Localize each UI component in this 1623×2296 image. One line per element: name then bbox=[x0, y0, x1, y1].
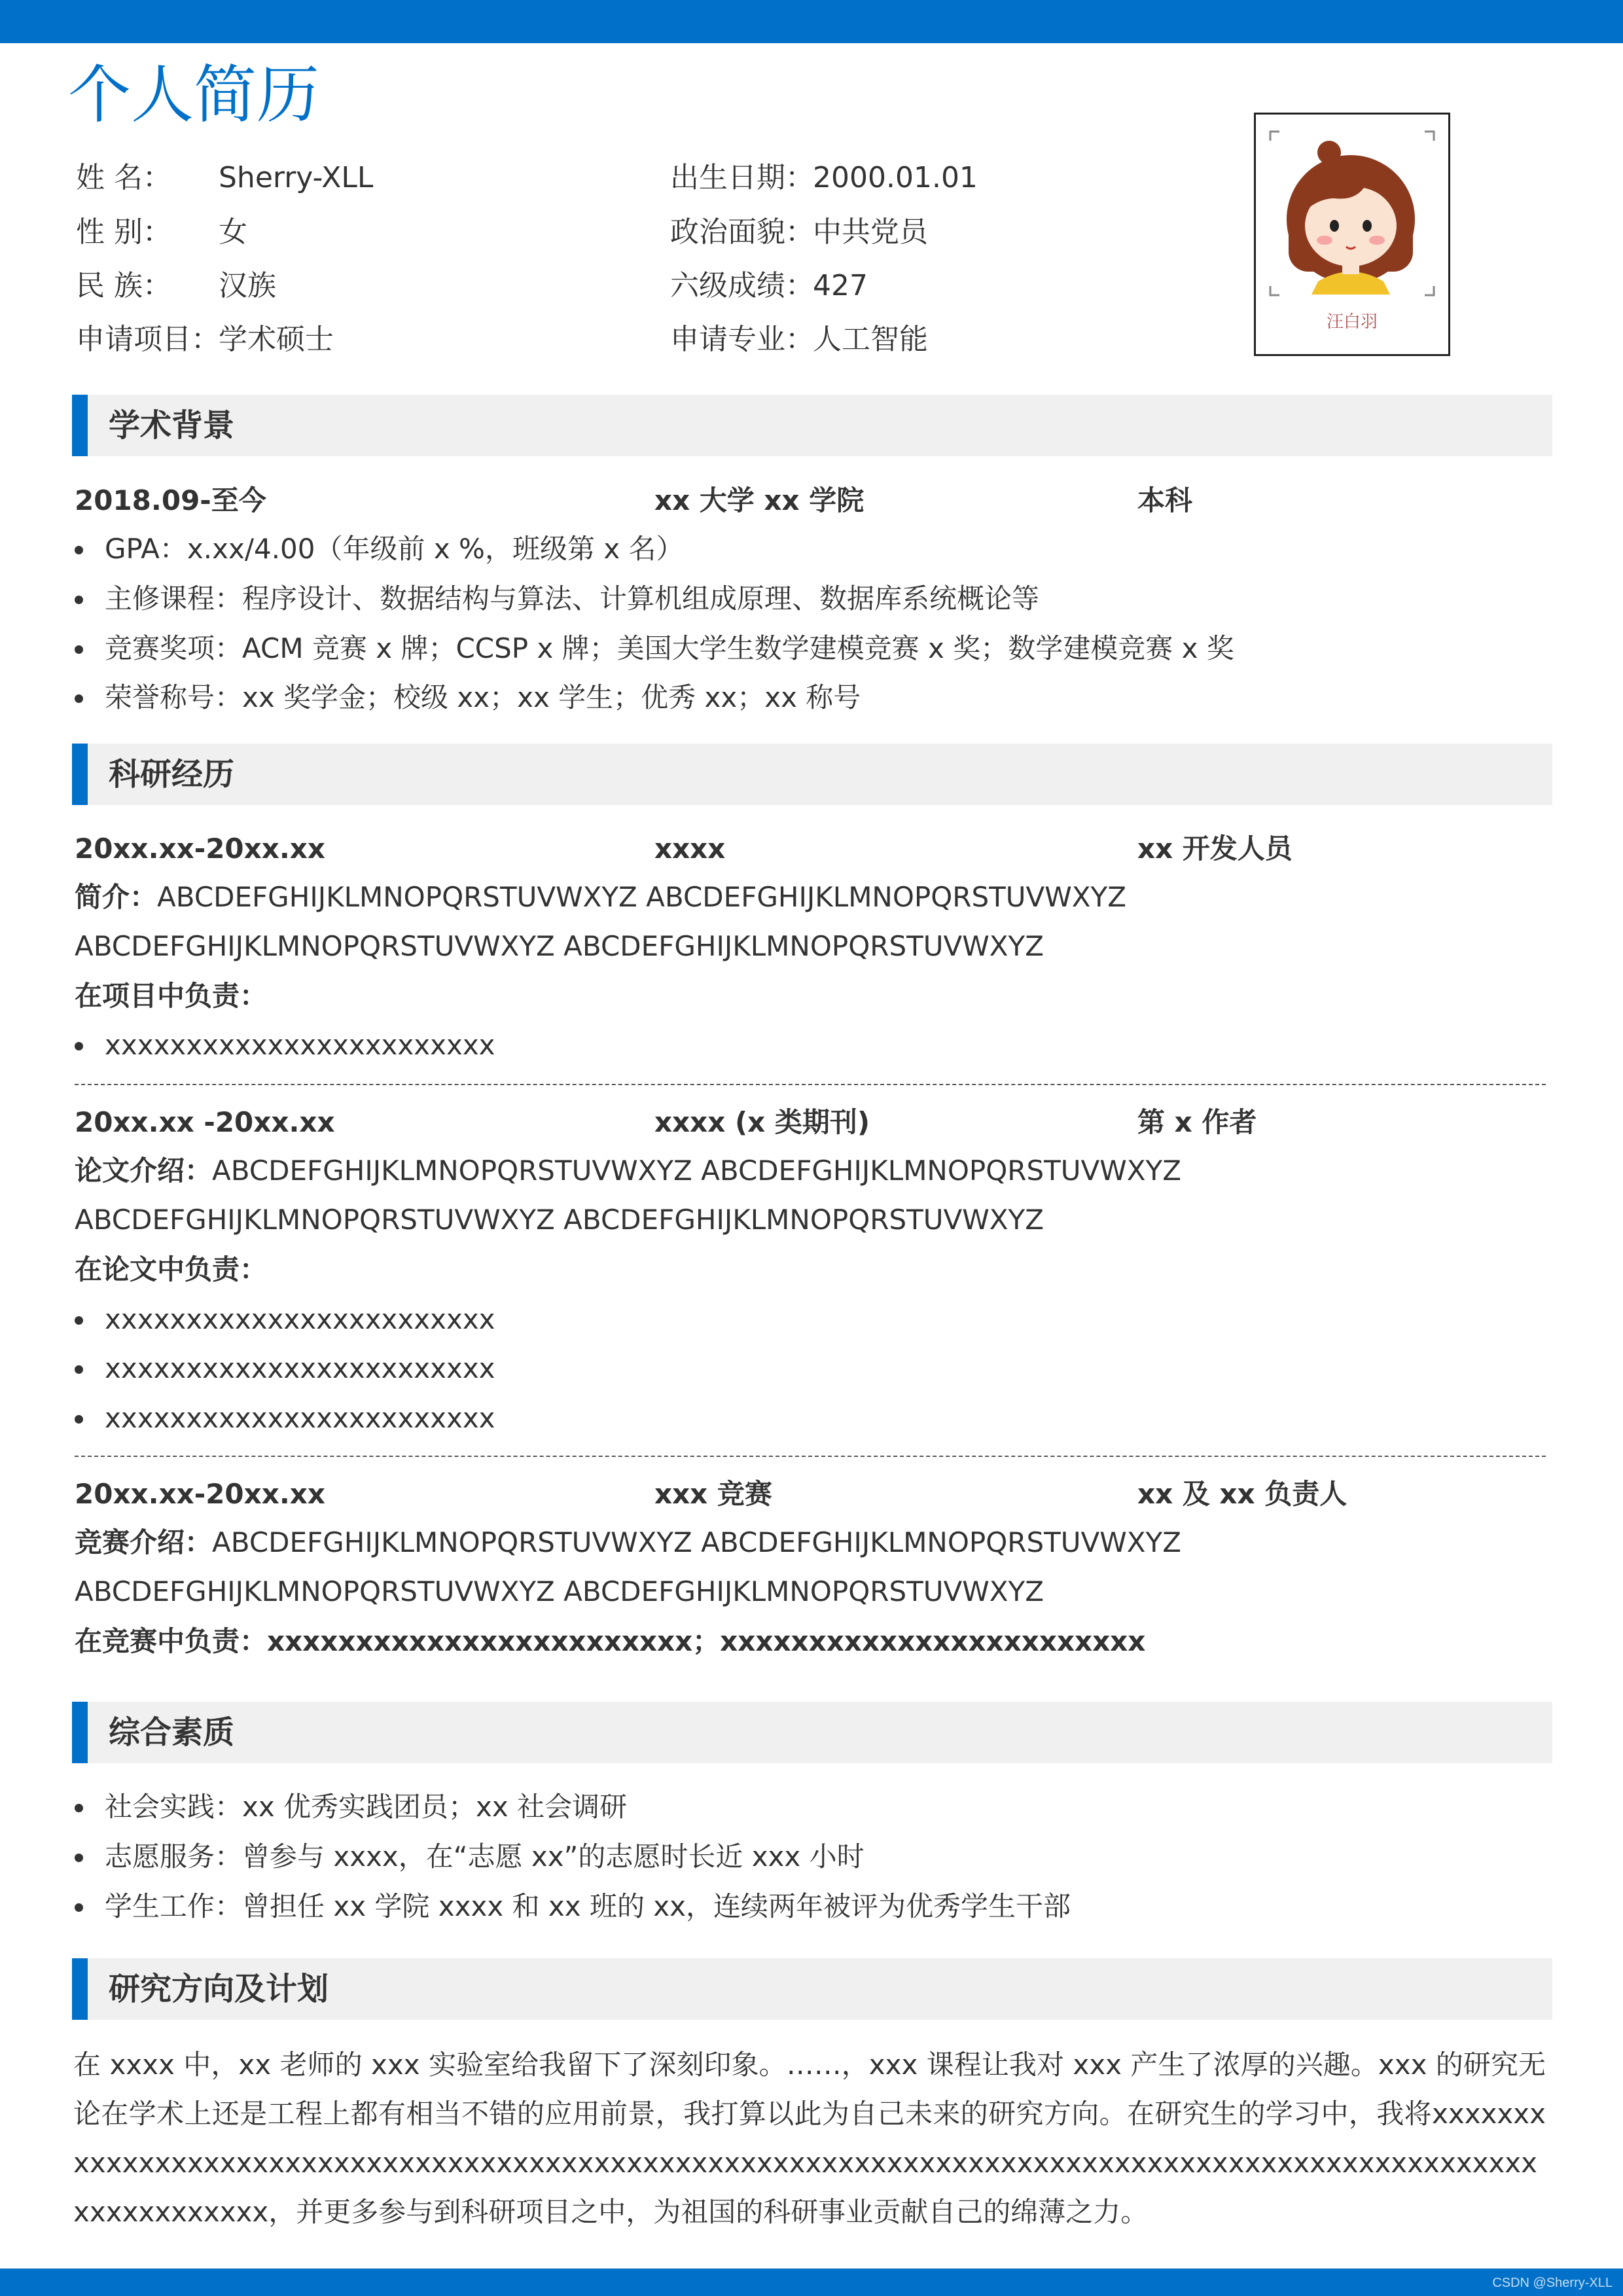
project-role: xx 开发人员 bbox=[1137, 833, 1293, 865]
profile-photo bbox=[1254, 113, 1450, 356]
name-label: 姓 名： bbox=[76, 161, 171, 194]
birth-value: 2000.01.01 bbox=[813, 161, 978, 194]
academic-school: xx 大学 xx 学院 bbox=[654, 484, 865, 516]
ethnicity-value: 汉族 bbox=[219, 269, 276, 302]
section-title: 学术背景 bbox=[109, 407, 235, 444]
gender-value: 女 bbox=[219, 215, 247, 249]
contest-period: 20xx.xx-20xx.xx bbox=[75, 1478, 325, 1510]
section-accent-bar bbox=[72, 1702, 88, 1763]
list-item-text: GPA：x.xx/4.00（年级前 x %，班级第 x 名） bbox=[105, 533, 684, 565]
politics-value: 中共党员 bbox=[813, 215, 928, 249]
list-item-text: xxxxxxxxxxxxxxxxxxxxxxxx bbox=[105, 1029, 495, 1061]
list-item-text: 荣誉称号：xx 奖学金；校级 xx；xx 学生；优秀 xx；xx 称号 bbox=[105, 681, 861, 713]
section-academic bbox=[72, 395, 1552, 456]
list-item-text: xxxxxxxxxxxxxxxxxxxxxxxx bbox=[105, 1352, 495, 1384]
project-period: 20xx.xx-20xx.xx bbox=[75, 833, 325, 865]
section-plan bbox=[72, 1958, 1552, 2020]
contest-intro-line2: ABCDEFGHIJKLMNOPQRSTUVWXYZ ABCDEFGHIJKLMNOPQRSTUVWXYZ bbox=[75, 1575, 1044, 1607]
list-item-text: xxxxxxxxxxxxxxxxxxxxxxxx bbox=[105, 1402, 495, 1434]
list-item-text: 竞赛奖项：ACM 竞赛 x 牌；CCSP x 牌；美国大学生数学建模竞赛 x 奖；数学建模竞赛 x 奖 bbox=[105, 632, 1234, 664]
section-quality bbox=[72, 1702, 1552, 1763]
project-intro-label: 简介： bbox=[75, 881, 158, 913]
cet6-value: 427 bbox=[813, 269, 868, 302]
paper-intro-label: 论文介绍： bbox=[75, 1155, 213, 1187]
project-duty-label bbox=[75, 982, 267, 1010]
top-accent-bar bbox=[0, 0, 1623, 43]
plan-paragraph: 在 xxxx 中，xx 老师的 xxx 实验室给我留下了深刻印象。……，xxx 课程让我对 xxx 产生了浓厚的兴趣。xxx 的研究无论在学术上还是工程上都有相当不错的应用前景，我打算以此为自己未来的研究方向。在研究生的学习中，我将xxxxxxxxxxxxxxxxxxxxxxxxxxxxxxxxxxxxxxxxxxxxxxxxxxxxxxxxxxxxxxxxxxxxxxxxxxxxxxxxxxxxxxxxxxxxxxxxxxxxxxxxxxxxx，并更多参与到科研项目之中，为祖国的科研事业贡献自己的绵薄之力。 bbox=[73, 2049, 1546, 2228]
program-label: 申请项目： bbox=[76, 323, 220, 356]
major-label: 申请专业： bbox=[670, 323, 814, 356]
contest-intro-text: ABCDEFGHIJKLMNOPQRSTUVWXYZ ABCDEFGHIJKLMNOPQRSTUVWXYZ bbox=[212, 1526, 1181, 1558]
cet6-label: 六级成绩： bbox=[670, 269, 814, 302]
paper-duty-label-text: 在论文中负责： bbox=[75, 1253, 268, 1285]
contest-role: xx 及 xx 负责人 bbox=[1137, 1478, 1347, 1510]
paper-intro-line1 bbox=[75, 1157, 1181, 1185]
list-item-text: 社会实践：xx 优秀实践团员；xx 社会调研 bbox=[105, 1791, 628, 1823]
paper-intro-line2: ABCDEFGHIJKLMNOPQRSTUVWXYZ ABCDEFGHIJKLMNOPQRSTUVWXYZ bbox=[75, 1204, 1044, 1236]
section-accent-bar bbox=[72, 395, 88, 456]
paper-period: 20xx.xx -20xx.xx bbox=[75, 1106, 335, 1138]
divider bbox=[75, 1456, 1546, 1457]
paper-role: 第 x 作者 bbox=[1137, 1106, 1257, 1138]
section-research bbox=[72, 744, 1552, 805]
paper-duty-label bbox=[75, 1253, 268, 1285]
list-item-text: 学生工作：曾担任 xx 学院 xxxx 和 xx 班的 xx，连续两年被评为优秀学生干部 bbox=[105, 1890, 1071, 1922]
contest-intro-line1 bbox=[75, 1526, 1181, 1558]
bottom-accent-bar bbox=[0, 2269, 1623, 2296]
list-item-text: xxxxxxxxxxxxxxxxxxxxxxxx bbox=[105, 1303, 495, 1335]
list-item-text: 主修课程：程序设计、数据结构与算法、计算机组成原理、数据库系统概论等 bbox=[105, 583, 1040, 615]
contest-duty-line: 在竞赛中负责：xxxxxxxxxxxxxxxxxxxxxxxx；xxxxxxxxxxxxxxxxxxxxxxxx bbox=[75, 1625, 1146, 1657]
paper-intro-text: ABCDEFGHIJKLMNOPQRSTUVWXYZ ABCDEFGHIJKLMNOPQRSTUVWXYZ bbox=[212, 1155, 1181, 1187]
project-intro-line2: ABCDEFGHIJKLMNOPQRSTUVWXYZ ABCDEFGHIJKLMNOPQRSTUVWXYZ bbox=[75, 930, 1044, 962]
academic-degree: 本科 bbox=[1137, 484, 1193, 516]
ethnicity-label: 民 族： bbox=[76, 269, 171, 302]
paper-name: xxxx (x 类期刊) bbox=[654, 1106, 870, 1138]
list-item-text: 志愿服务：曾参与 xxxx，在“志愿 xx”的志愿时长近 xxx 小时 bbox=[105, 1840, 865, 1873]
project-intro-text: ABCDEFGHIJKLMNOPQRSTUVWXYZ ABCDEFGHIJKLMNOPQRSTUVWXYZ bbox=[157, 881, 1126, 913]
contest-intro-label: 竞赛介绍： bbox=[75, 1526, 213, 1558]
contest-name: xxx 竞赛 bbox=[654, 1478, 772, 1510]
program-value: 学术硕士 bbox=[219, 323, 334, 356]
page-title: 个人简历 bbox=[68, 58, 319, 132]
project-intro-line1 bbox=[75, 881, 1126, 913]
birth-label: 出生日期： bbox=[670, 161, 814, 194]
academic-period: 2018.09-至今 bbox=[75, 484, 266, 516]
major-value: 人工智能 bbox=[813, 323, 928, 356]
divider bbox=[75, 1084, 1546, 1085]
section-title: 研究方向及计划 bbox=[109, 1971, 329, 2007]
section-accent-bar bbox=[72, 744, 88, 805]
project-name: xxxx bbox=[654, 833, 726, 865]
section-title: 科研经历 bbox=[109, 756, 235, 793]
section-title: 综合素质 bbox=[109, 1714, 235, 1751]
politics-label: 政治面貌： bbox=[670, 215, 814, 249]
name-value: Sherry-XLL bbox=[219, 161, 374, 194]
section-accent-bar bbox=[72, 1958, 88, 2020]
project-duty-label-text: 在项目中负责： bbox=[75, 980, 268, 1012]
photo-signature: 汪白羽 bbox=[1326, 312, 1378, 332]
watermark: CSDN @Sherry-XLL bbox=[1492, 2276, 1613, 2290]
gender-label: 性 别： bbox=[76, 215, 171, 249]
